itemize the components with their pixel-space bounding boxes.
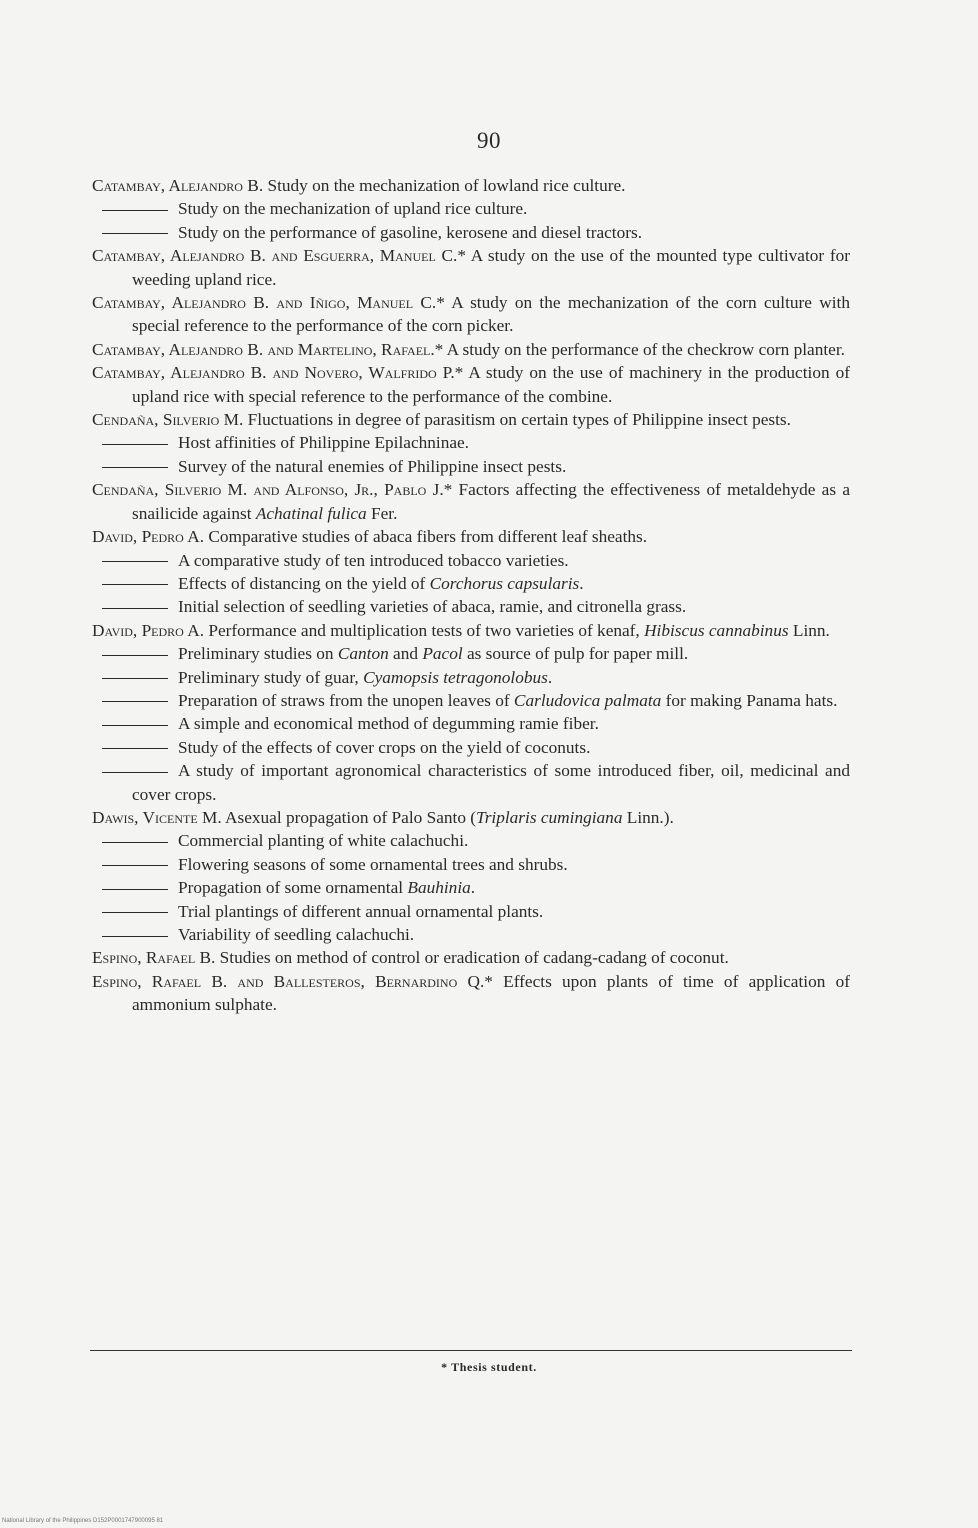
page-number: 90 [477, 128, 501, 153]
entry-david-abaca [92, 525, 850, 548]
entry-catambay-novero [92, 361, 850, 408]
entry-title: Effects upon plants of time of application of ammonium sulphate. [132, 971, 850, 1015]
entry-title: Effects of distancing on the yield of [178, 573, 430, 593]
entry-title: Preliminary studies on [178, 644, 338, 664]
species-name-2: Pacol [422, 644, 463, 664]
ditto-dash [102, 701, 168, 702]
entry-author: Catambay, Alejandro B. and Iñigo, Manuel C.* [92, 293, 445, 313]
species-name: Corchorus capsularis [429, 573, 580, 593]
entry-cendana-alfonso [92, 478, 850, 525]
scan-credit: National Library of the Philippines D152P0001747900095 81 [2, 1518, 164, 1524]
entry-title-end: Linn. [788, 620, 830, 640]
ditto-dash [102, 725, 168, 726]
ditto-dash [102, 889, 168, 890]
ditto-dash [102, 561, 168, 562]
entry-catambay-tractors [92, 221, 850, 244]
entry-title: A study on the use of machinery in the production of upland rice with special reference to the performance of the combine. [132, 363, 851, 406]
entry-catambay-martelino [92, 338, 850, 361]
footnote-rule [90, 1350, 852, 1351]
entry-title: Study of the effects of cover crops on the yield of coconuts. [178, 737, 591, 757]
species-name: Achatinal fulica [255, 503, 367, 523]
entry-author: Dawis, Vicente M. [92, 807, 222, 827]
entry-cendana-epilachninae [92, 431, 850, 454]
species-name: Hibiscus cannabinus [644, 620, 789, 640]
species-name: Triplaris cumingiana [476, 807, 623, 827]
entry-dawis-flowering [92, 853, 850, 876]
entry-espino-ballesteros [92, 970, 850, 1017]
entry-david-guar [92, 666, 850, 689]
entry-title: Fluctuations in degree of parasitism on certain types of Philippine insect pests. [243, 410, 791, 430]
entry-title: Comparative studies of abaca fibers from different leaf sheaths. [204, 527, 648, 547]
entry-author: David, Pedro A. [92, 620, 205, 640]
entry-title: Commercial planting of white calachuchi. [178, 831, 469, 851]
ditto-dash [102, 584, 168, 585]
entry-title: Preparation of straws from the unopen leaves of [178, 690, 514, 710]
entry-author: Espino, Rafael B. and Ballesteros, Bernardino Q.* [92, 971, 493, 991]
entry-catambay-lowland [92, 174, 850, 197]
entry-catambay-upland [92, 197, 850, 220]
entry-cendana-parasitism [92, 408, 850, 431]
ditto-dash [102, 467, 168, 468]
entry-david-kenaf [92, 619, 850, 642]
entry-title: A simple and economical method of degumming ramie fiber. [178, 714, 599, 734]
entry-title-end: for making Panama hats. [661, 690, 838, 710]
entry-title: Preliminary study of guar, [178, 667, 364, 687]
entry-david-pulp [92, 642, 850, 665]
ditto-dash [102, 655, 168, 656]
entry-title: Survey of the natural enemies of Philippine insect pests. [178, 456, 567, 476]
species-name: Carludovica palmata [513, 690, 662, 710]
ditto-dash [102, 842, 168, 843]
entry-catambay-inigo [92, 291, 850, 338]
ditto-dash [102, 608, 168, 609]
entry-title: A study on the use of the mounted type cultivator for weeding upland rice. [132, 246, 850, 289]
entry-author: Espino, Rafael B. [92, 948, 216, 968]
entry-david-seedling [92, 595, 850, 618]
entry-dawis-variability [92, 923, 850, 946]
entry-title: Performance and multiplication tests of two varieties of kenaf, [204, 620, 645, 640]
entry-title: Asexual propagation of Palo Santo ( [221, 807, 477, 827]
entry-title: Study on the mechanization of upland rice culture. [178, 199, 528, 219]
entry-david-agronomical [92, 759, 850, 806]
entry-title: Trial plantings of different annual ornamental plants. [178, 901, 544, 921]
entry-title-end: . [470, 878, 476, 898]
entry-catambay-esguerra [92, 244, 850, 291]
entry-author: Catambay, Alejandro B. [92, 176, 264, 195]
ditto-dash [102, 678, 168, 679]
entry-title-end: Linn.). [622, 807, 674, 827]
entry-title: Factors affecting the effectiveness of metaldehyde as a snailicide against [132, 480, 850, 523]
entry-title-end: . [579, 573, 584, 593]
species-name: Cyamopsis tetragonolobus [363, 667, 548, 687]
entry-title: A study of important agronomical characteristics of some introduced fiber, oil, medicinal and cover crops. [132, 761, 850, 804]
ditto-dash [102, 772, 168, 773]
ditto-dash [102, 912, 168, 913]
entry-title: A study on the mechanization of the corn culture with special reference to the performance of the corn picker. [132, 293, 850, 336]
entry-title-mid: and [388, 644, 423, 664]
bibliography-list [92, 174, 850, 1017]
entry-dawis-palo-santo [92, 806, 850, 829]
ditto-dash [102, 936, 168, 937]
ditto-dash [102, 210, 168, 211]
ditto-dash [102, 748, 168, 749]
entry-title: Studies on method of control or eradication of cadang-cadang of coconut. [215, 948, 729, 968]
footnote: * Thesis student. [441, 1360, 537, 1374]
ditto-dash [102, 444, 168, 445]
species-name: Bauhinia [407, 878, 471, 898]
entry-cendana-enemies [92, 455, 850, 478]
entry-title: Host affinities of Philippine Epilachninae. [178, 433, 470, 453]
entry-title: Propagation of some ornamental [178, 878, 408, 898]
entry-title: A study on the performance of the checkrow corn planter. [443, 339, 845, 359]
entry-title-end: Fer. [366, 503, 398, 523]
entry-david-coconuts [92, 736, 850, 759]
entry-title: Study on the performance of gasoline, kerosene and diesel tractors. [178, 222, 643, 242]
entry-david-straws [92, 689, 850, 712]
entry-dawis-bauhinia [92, 876, 850, 899]
entry-author: Cendaña, Silverio M. and Alfonso, Jr., Pablo J.* [92, 480, 453, 500]
entry-david-ramie [92, 712, 850, 735]
entry-title: Initial selection of seedling varieties of abaca, ramie, and citronella grass. [178, 597, 687, 617]
entry-dawis-calachuchi [92, 829, 850, 852]
entry-david-corchorus [92, 572, 850, 595]
entry-author: David, Pedro A. [92, 527, 205, 547]
entry-title: A comparative study of ten introduced tobacco varieties. [178, 550, 569, 570]
entry-dawis-trial [92, 900, 850, 923]
entry-espino-cadang [92, 946, 850, 969]
entry-title-end: as source of pulp for paper mill. [462, 644, 689, 664]
ditto-dash [102, 865, 168, 866]
species-name: Canton [337, 644, 389, 664]
entry-title-end: . [547, 667, 553, 687]
entry-author: Catambay, Alejandro B. and Novero, Walfrido P.* [92, 363, 464, 383]
entry-title: Study on the mechanization of lowland rice culture. [263, 176, 626, 195]
ditto-dash [102, 233, 168, 234]
entry-title: Variability of seedling calachuchi. [178, 925, 415, 944]
entry-david-tobacco [92, 549, 850, 572]
entry-author: Catambay, Alejandro B. and Esguerra, Manuel C.* [92, 246, 466, 266]
entry-author: Catambay, Alejandro B. and Martelino, Rafael.* [92, 339, 444, 359]
entry-title: Flowering seasons of some ornamental trees and shrubs. [178, 854, 568, 874]
entry-author: Cendaña, Silverio M. [92, 410, 244, 430]
